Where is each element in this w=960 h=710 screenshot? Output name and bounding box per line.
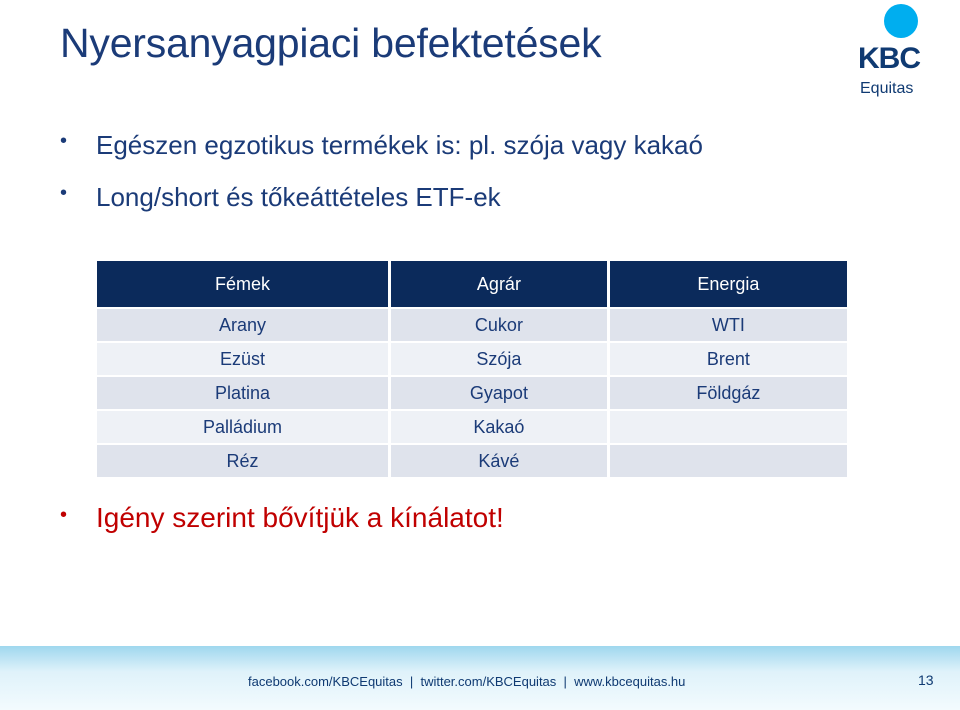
bullet-item — [60, 182, 703, 234]
table-cell: Kávé — [391, 445, 607, 477]
logo-sub: Equitas — [860, 80, 914, 97]
bullet-text: Egészen egzotikus termékek is: pl. szója vagy kakaó — [96, 130, 703, 160]
table-row — [97, 343, 847, 375]
logo-brand: KBC — [858, 42, 920, 75]
highlight-bullet — [60, 502, 504, 534]
slide-title: Nyersanyagpiaci befektetések — [60, 20, 602, 66]
table-cell: Platina — [97, 377, 388, 409]
commodity-table — [94, 259, 850, 479]
logo-circle-icon — [884, 4, 918, 38]
page-number: 13 — [918, 672, 934, 688]
bullet-item — [60, 130, 703, 182]
bullet-text: Long/short és tőkeáttételes ETF-ek — [96, 182, 501, 212]
bullet-icon: • — [60, 130, 68, 152]
footer-bar — [0, 646, 960, 710]
kbc-equitas-logo — [856, 4, 946, 100]
table-cell: Kakaó — [391, 411, 607, 443]
table-cell: Földgáz — [610, 377, 847, 409]
table-cell: Gyapot — [391, 377, 607, 409]
table-row — [97, 309, 847, 341]
table-cell: Cukor — [391, 309, 607, 341]
header-agri: Agrár — [391, 261, 607, 307]
footer-links: facebook.com/KBCEquitas | twitter.com/KBCEquitas | www.kbcequitas.hu — [248, 674, 686, 689]
table-row — [97, 445, 847, 477]
table-header-row — [97, 261, 847, 307]
table-cell: WTI — [610, 309, 847, 341]
table-cell: Palládium — [97, 411, 388, 443]
table-cell — [610, 445, 847, 477]
bullet-icon: • — [60, 504, 68, 526]
table-cell — [610, 411, 847, 443]
table-cell: Szója — [391, 343, 607, 375]
table-cell: Réz — [97, 445, 388, 477]
highlight-bullet-text: Igény szerint bővítjük a kínálatot! — [96, 502, 504, 533]
table-row — [97, 411, 847, 443]
table-row — [97, 377, 847, 409]
header-metals: Fémek — [97, 261, 388, 307]
bullet-list — [60, 130, 703, 234]
bullet-icon: • — [60, 182, 68, 204]
table-cell: Arany — [97, 309, 388, 341]
table-cell: Brent — [610, 343, 847, 375]
header-energy: Energia — [610, 261, 847, 307]
table-cell: Ezüst — [97, 343, 388, 375]
